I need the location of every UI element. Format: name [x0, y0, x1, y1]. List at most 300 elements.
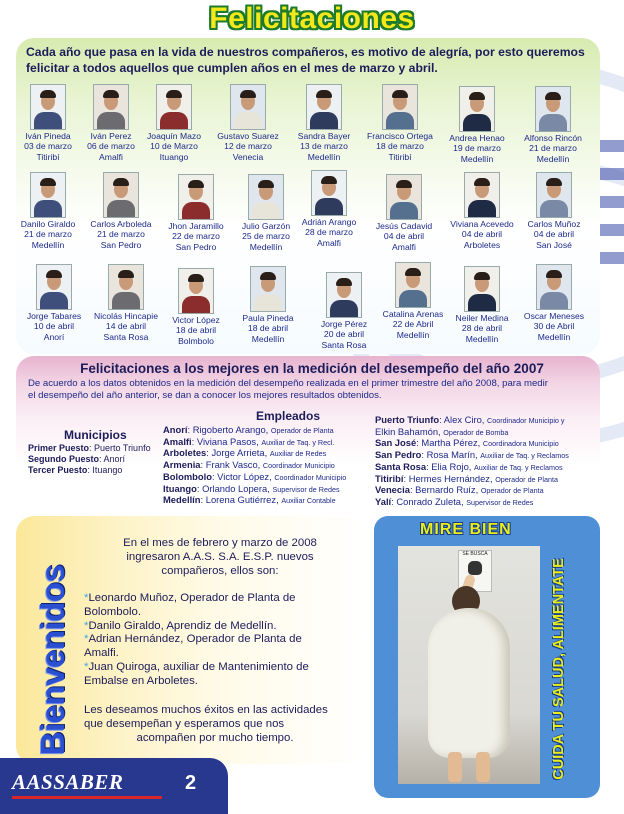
side-stripe-decoration: [598, 196, 624, 208]
person-hair-shape: [40, 90, 56, 98]
person-body-shape: [390, 202, 418, 220]
empleado-line: [163, 471, 346, 484]
welcome-intro-line: En el mes de febrero y marzo de 2008: [123, 537, 317, 549]
person-date: 30 de Abril: [533, 321, 575, 332]
person-place: Amalfi: [392, 241, 416, 252]
person-body-shape: [539, 114, 567, 132]
person-date: 06 de marzo: [87, 141, 135, 152]
mire-bien-slogan: [540, 546, 578, 792]
person-hair-shape: [321, 176, 337, 184]
bullet-star-icon: *: [84, 660, 89, 673]
side-stripe-decoration: [598, 140, 624, 152]
birthday-person: [75, 84, 147, 162]
empleado-name: Jorge Arrieta,: [211, 447, 268, 459]
person-hair-shape: [240, 90, 256, 98]
empleado-line: [163, 494, 336, 507]
birthday-person: [518, 172, 590, 250]
person-hair-shape: [260, 272, 276, 280]
person-name: Jorge Tabares: [26, 311, 82, 321]
welcome-person: [84, 633, 346, 647]
person-place: Medellín: [396, 329, 430, 340]
birthday-person: [12, 84, 84, 162]
empleado-name: Alex Ciro,: [443, 414, 485, 425]
birthday-person: [446, 172, 518, 250]
person-hair-shape: [316, 90, 332, 98]
person-name: Catalina Arenas: [382, 309, 444, 319]
bullet-star-icon: *: [84, 633, 89, 646]
empleado-role: Operador de Planta: [270, 426, 334, 435]
person-photo: [386, 174, 422, 220]
side-stripe-decoration: [598, 252, 624, 264]
empleado-line: [163, 483, 340, 496]
person-photo: [250, 266, 286, 312]
person-body-shape: [254, 294, 282, 312]
person-date: 03 de marzo: [24, 141, 72, 152]
person-date: 21 de marzo: [24, 229, 72, 240]
person-photo: [382, 84, 418, 130]
person-place: Medellín: [307, 151, 341, 162]
empleado-role: Auxiliar de Redes: [269, 449, 327, 459]
person-date: 20 de abril: [323, 329, 365, 340]
empleado-name: Rigoberto Arango,: [192, 424, 269, 435]
welcome-intro: [100, 537, 340, 578]
empleado-place: Puerto Triunfo: [375, 414, 440, 425]
person-name: Joaquín Mazo: [147, 131, 201, 141]
person-body-shape: [399, 290, 427, 308]
empleado-place: Arboletes: [163, 447, 207, 459]
empleado-colon: :: [409, 484, 416, 496]
person-place: Amalfi: [317, 237, 341, 248]
person-name: Carlos Arboleda: [90, 219, 152, 229]
empleado-name: Rosa Marín,: [426, 449, 478, 461]
person-photo: [311, 170, 347, 216]
person-name: Oscar Meneses: [523, 311, 585, 321]
empleado-role: Auxiliar de Taq. y Recl.: [261, 437, 335, 447]
empleado-colon: :: [426, 460, 432, 472]
empleado-line: [375, 461, 563, 474]
person-place: Titiribí: [36, 151, 60, 162]
person-body-shape: [463, 114, 491, 132]
empleado-line: [163, 436, 334, 449]
empleado-colon: :: [416, 437, 422, 449]
person-place: Ituango: [159, 151, 189, 162]
empleado-name: Bernardo Ruíz,: [415, 484, 479, 496]
person-body-shape: [182, 296, 210, 314]
person-name: Julio Garzón: [241, 221, 291, 231]
person-date: 28 de abril: [461, 323, 503, 334]
person-photo: [395, 262, 431, 308]
person-body-shape: [234, 112, 262, 130]
woman-dress-illustration: [428, 608, 510, 758]
person-hair-shape: [336, 278, 352, 286]
empleado-place: Anorí: [163, 424, 188, 435]
empleado-line: [375, 449, 569, 462]
woman-leg-illustration: [448, 752, 462, 782]
empleado-name: Lorena Gutiérrez,: [205, 494, 279, 506]
birthday-person: [90, 264, 162, 342]
empleado-colon: :: [187, 424, 193, 435]
person-date: 04 de abril: [533, 229, 575, 240]
bullet-star-icon: *: [84, 592, 89, 604]
empleado-role: Auxiliar de Taq. y Reclamos: [480, 451, 569, 461]
birthday-person: [232, 266, 304, 344]
welcome-closing-line: acompañen por mucho tiempo.: [136, 731, 294, 744]
welcome-person-line: Leonardo Muñoz, Operador de Planta de: [88, 592, 296, 604]
empleado-role: Operador de Planta: [495, 474, 558, 484]
person-body-shape: [315, 198, 343, 216]
empleado-line: [163, 447, 326, 460]
person-hair-shape: [546, 270, 562, 278]
person-photo: [103, 172, 139, 218]
empleado-role: Coordinador Municipio: [262, 461, 335, 471]
empleado-role: Supervisor de Redes: [466, 497, 534, 507]
person-name: Jhon Jaramillo: [168, 221, 224, 231]
person-place: Medellín: [251, 333, 285, 344]
person-name: Sandra Bayer: [297, 131, 351, 141]
person-name: Iván Perez: [90, 131, 132, 141]
person-hair-shape: [188, 180, 204, 188]
empleado-line: [375, 414, 565, 427]
person-body-shape: [97, 112, 125, 130]
person-place: Anorí: [43, 331, 65, 342]
welcome-person-line: Embalse en Arboletes.: [84, 674, 198, 687]
birthday-person: [160, 268, 232, 346]
birthday-person: [308, 272, 380, 350]
person-photo: [36, 264, 72, 310]
mire-bien-title: MIRE BIEN: [420, 521, 512, 538]
empleado-place: Armenia: [163, 459, 201, 471]
rank-value: Puerto Triunfo: [94, 443, 151, 453]
person-place: San Pedro: [175, 241, 217, 252]
municipio-rank: Primer Puesto: Puerto Triunfo: [28, 443, 151, 453]
empleado-colon: :: [391, 495, 397, 507]
person-body-shape: [468, 294, 496, 312]
person-date: 18 de marzo: [376, 141, 424, 152]
welcome-person: [84, 592, 346, 606]
person-date: 10 de abril: [33, 321, 75, 332]
person-body-shape: [112, 292, 140, 310]
empleado-line: [375, 484, 544, 497]
birthday-person: [368, 174, 440, 252]
birthday-person: [138, 84, 210, 162]
person-hair-shape: [113, 178, 129, 186]
person-photo: [459, 86, 495, 132]
welcome-intro-line: ingresaron A.A.S. S.A. E.S.P. nuevos: [126, 550, 314, 563]
person-place: Santa Rosa: [321, 339, 367, 350]
person-place: San José: [536, 239, 572, 250]
person-hair-shape: [405, 268, 421, 276]
person-date: 04 de abril: [461, 229, 503, 240]
empleado-colon: :: [191, 435, 197, 447]
welcome-vertical-title: [22, 560, 84, 760]
person-body-shape: [34, 200, 62, 218]
birthday-person: [518, 264, 590, 342]
person-name: Paula Pineda: [242, 313, 294, 323]
birthday-person: [85, 172, 157, 250]
person-date: 28 de marzo: [305, 227, 353, 238]
empleado-place: Amalfi: [163, 435, 192, 447]
person-body-shape: [182, 202, 210, 220]
birthday-person: [441, 86, 513, 164]
person-photo: [535, 86, 571, 132]
birthday-person: [377, 262, 449, 340]
person-body-shape: [540, 292, 568, 310]
person-date: 12 de marzo: [224, 141, 272, 152]
page-number: 2: [185, 772, 197, 794]
welcome-person-line: Juan Quiroga, auxiliar de Mantenimiento de: [88, 660, 309, 673]
welcome-vertical-text: Bienvenidos: [34, 564, 71, 756]
person-photo: [178, 174, 214, 220]
person-place: Medellín: [537, 331, 571, 342]
empleado-colon: :: [439, 414, 444, 425]
person-place: Bolmbolo: [178, 335, 214, 346]
birthday-person: [160, 174, 232, 252]
person-place: Medellín: [465, 333, 499, 344]
birthday-person: [293, 170, 365, 248]
birthday-person: [517, 86, 589, 164]
welcome-person: [84, 661, 346, 675]
empleado-name: Conrado Zuleta,: [396, 495, 464, 507]
person-name: Carlos Muñoz: [527, 219, 581, 229]
person-date: 22 de marzo: [172, 231, 220, 242]
empleado-place: Ituango: [163, 482, 197, 494]
person-body-shape: [310, 112, 338, 130]
person-hair-shape: [46, 270, 62, 278]
welcome-people-list: [84, 592, 346, 689]
side-stripe-decoration: [598, 224, 624, 236]
person-place: Venecia: [232, 151, 264, 162]
person-photo: [230, 84, 266, 130]
person-body-shape: [252, 202, 280, 220]
performance-description-line: De acuerdo a los datos obtenidos en la medición del desempeño realizada en el primer trimestre del año 2008, para medir: [28, 378, 548, 389]
person-place: Medellín: [31, 239, 65, 250]
person-hair-shape: [545, 92, 561, 100]
empleado-place: San José: [375, 437, 417, 449]
person-date: 13 de marzo: [300, 141, 348, 152]
person-photo: [93, 84, 129, 130]
person-name: Nicolás Hincapie: [93, 311, 158, 321]
person-place: Medellín: [536, 153, 570, 164]
person-photo: [30, 172, 66, 218]
person-date: 25 de marzo: [242, 231, 290, 242]
person-hair-shape: [474, 272, 490, 280]
person-date: 04 de abril: [383, 231, 425, 242]
empleado-place: Medellín: [163, 494, 201, 506]
mire-bien-slogan-text: CUIDA TU SALUD, ALIMENTATE: [551, 558, 567, 780]
birthday-person: [212, 84, 284, 162]
municipio-rank: Tercer Puesto: Ituango: [28, 465, 123, 475]
birthday-person: [288, 84, 360, 162]
empleado-place: Yalí: [375, 495, 392, 507]
person-place: Amalfi: [99, 151, 123, 162]
logo-underline: [12, 796, 162, 799]
empleado-colon: :: [200, 459, 206, 471]
empleado-colon: :: [211, 470, 218, 482]
person-place: Santa Rosa: [103, 331, 149, 342]
person-name: Francisco Ortega: [367, 131, 433, 141]
empleado-colon: :: [200, 494, 206, 506]
person-photo: [306, 84, 342, 130]
person-body-shape: [34, 112, 62, 130]
page-title: Felicitaciones: [209, 2, 415, 35]
person-date: 18 de abril: [175, 325, 217, 336]
performance-description-line: el desempeño del año anterior, se dan a conocer los mejores resultados obtenidos.: [28, 390, 382, 401]
person-name: Iván Pineda: [25, 131, 71, 141]
empleado-role: Auxiliar de Taq. y Reclamos: [474, 462, 563, 472]
empleado-role: Supervisor de Redes: [272, 484, 340, 494]
person-name: Adrián Arango: [301, 217, 357, 227]
person-place: Arboletes: [463, 239, 501, 250]
empleado-line: [375, 426, 508, 439]
empleado-line: [375, 437, 559, 450]
welcome-closing-line: que desempeñan y esperamos que nos: [84, 717, 285, 730]
empleado-name: Hermes Hernández,: [408, 472, 493, 484]
person-body-shape: [386, 112, 414, 130]
empleado-place: San Pedro: [375, 449, 422, 461]
person-name: Victor López: [172, 315, 220, 325]
municipio-rank: Segundo Puesto: Anorí: [28, 454, 126, 464]
person-hair-shape: [396, 180, 412, 188]
person-hair-shape: [40, 178, 56, 186]
person-date: 18 de abril: [247, 323, 289, 334]
person-hair-shape: [166, 90, 182, 98]
person-date: 14 de abril: [105, 321, 147, 332]
empleado-colon: :: [421, 449, 427, 461]
person-photo: [178, 268, 214, 314]
wanted-sign-text: SE BUSCA: [462, 551, 488, 557]
person-name: Jesús Cadavid: [375, 221, 433, 231]
empleado-line: [375, 496, 533, 509]
person-date: 21 de marzo: [529, 143, 577, 154]
welcome-intro-line: compañeros, ellos son:: [161, 564, 279, 577]
person-hair-shape: [474, 178, 490, 186]
person-photo: [464, 266, 500, 312]
person-photo: [156, 84, 192, 130]
person-photo: [30, 84, 66, 130]
person-body-shape: [540, 200, 568, 218]
aassaber-logo: AASSABER: [12, 770, 124, 794]
empleado-role: Coordinadora Municipio: [482, 439, 559, 449]
empleado-role: Operador de Bomba: [443, 427, 509, 437]
welcome-person-line: Bolombolo.: [84, 605, 141, 618]
person-photo: [536, 264, 572, 310]
person-date: 22 de Abril: [392, 319, 434, 330]
person-hair-shape: [103, 90, 119, 98]
person-date: 21 de marzo: [97, 229, 145, 240]
birthday-person: [230, 174, 302, 252]
empleado-line: [163, 424, 334, 437]
person-place: San Pedro: [100, 239, 142, 250]
empleado-role: Operador de Planta: [480, 486, 544, 496]
empleado-name: Elia Rojo,: [431, 460, 472, 472]
person-place: Medellín: [460, 153, 494, 164]
person-body-shape: [330, 300, 358, 318]
empleado-line: [163, 459, 335, 472]
person-place: Medellín: [249, 241, 283, 252]
birthday-person: [364, 84, 436, 162]
birthday-intro: Cada año que pasa en la vida de nuestros compañeros, es motivo de alegría, por esto queremos felicitar a todos aquellos que cumplen años en el mes de marzo y abril.: [26, 45, 585, 75]
performance-title: Felicitaciones a los mejores en la medición del desempeño del año 2007: [80, 361, 544, 376]
person-hair-shape: [188, 274, 204, 282]
rank-label: Primer Puesto: [28, 443, 90, 453]
empleado-place: Bolombolo: [163, 470, 212, 482]
mire-bien-photo: [398, 546, 540, 784]
person-name: Gustavo Suarez: [217, 131, 279, 141]
person-name: Viviana Acevedo: [450, 219, 514, 229]
empleado-line: [375, 473, 558, 486]
person-hair-shape: [392, 90, 408, 98]
welcome-closing-line: Les deseamos muchos éxitos en las actividades: [84, 704, 328, 716]
dog-picture-icon: [468, 561, 482, 575]
person-date: 19 de marzo: [453, 143, 501, 154]
rank-value: Ituango: [92, 465, 123, 475]
empleado-place: Santa Rosa: [375, 460, 427, 472]
person-hair-shape: [546, 178, 562, 186]
person-body-shape: [40, 292, 68, 310]
empleado-role: Auxiliar Contable: [281, 496, 336, 506]
person-photo: [326, 272, 362, 318]
empleado-place: Titiribí: [375, 472, 404, 484]
person-name: Andrea Henao: [449, 133, 505, 143]
person-date: 10 de Marzo: [150, 141, 198, 152]
empleado-colon: :: [196, 482, 203, 494]
welcome-person-line: Amalfi.: [84, 647, 119, 660]
person-place: Titiribí: [388, 151, 412, 162]
side-stripe-decoration: [598, 168, 624, 180]
performance-description: [28, 378, 596, 402]
rank-label: Tercer Puesto: [28, 465, 88, 475]
empleado-name: Martha Pérez,: [421, 437, 481, 449]
person-name: Alfonso Rincón: [524, 133, 582, 143]
empleados-heading: Empleados: [256, 409, 321, 423]
empleado-place: Venecia: [375, 484, 410, 496]
empleado-name: Frank Vasco,: [205, 459, 261, 471]
person-hair-shape: [469, 92, 485, 100]
person-body-shape: [468, 200, 496, 218]
empleado-name: Victor López,: [217, 470, 272, 482]
empleado-name: Viviana Pasos,: [196, 435, 259, 447]
welcome-person-line: Danilo Giraldo, Aprendiz de Medellín.: [88, 619, 277, 632]
person-hair-shape: [118, 270, 134, 278]
welcome-person-line: Adrian Hernández, Operador de Planta de: [88, 633, 302, 646]
person-photo: [464, 172, 500, 218]
person-body-shape: [107, 200, 135, 218]
empleado-colon: :: [403, 472, 409, 484]
birthday-person: [446, 266, 518, 344]
person-photo: [536, 172, 572, 218]
person-body-shape: [160, 112, 188, 130]
woman-leg-illustration: [476, 752, 490, 782]
birthday-person: [12, 172, 84, 250]
person-hair-shape: [258, 180, 274, 188]
person-photo: [108, 264, 144, 310]
birthday-person: [18, 264, 90, 342]
empleado-name: Orlando Lopera,: [202, 482, 270, 494]
rank-value: Anorí: [103, 454, 126, 464]
person-name: Neiler Medina: [455, 313, 509, 323]
empleado-role: Coordinador Municipio y: [487, 416, 565, 425]
person-photo: [248, 174, 284, 220]
empleado-role: Coordinador Municipio: [274, 472, 347, 482]
welcome-person: [84, 620, 346, 634]
bullet-star-icon: *: [84, 619, 89, 632]
person-name: Jorge Pérez: [320, 319, 368, 329]
municipios-heading: Municipios: [64, 428, 127, 442]
rank-label: Segundo Puesto: [28, 454, 100, 464]
empleado-name: Elkin Bahamón,: [375, 425, 441, 437]
person-name: Danilo Giraldo: [20, 219, 76, 229]
empleado-colon: :: [206, 447, 212, 459]
